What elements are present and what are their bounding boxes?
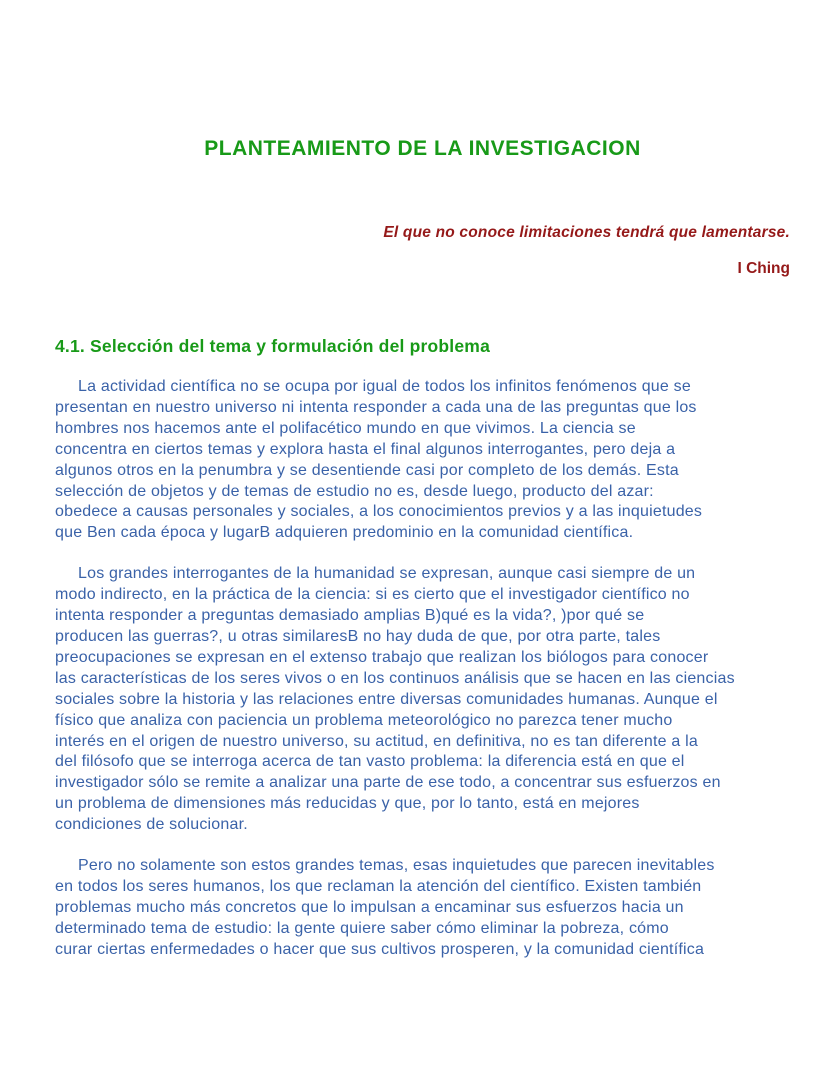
text-line: preocupaciones se expresan en el extenso trabajo que realizan los biólogos para conocer [55,648,709,666]
text-line: intenta responder a preguntas demasiado amplias B)qué es la vida?, )por qué se [55,607,645,625]
text-line: las características de los seres vivos o en los continuos análisis que se hacen en las ciencias [55,669,735,687]
text-line: sociales sobre la historia y las relaciones entre diversas comunidades humanas. Aunque el [55,690,718,708]
text-line: en todos los seres humanos, los que reclaman la atención del científico. Existen también [55,877,702,895]
text-line: un problema de dimensiones más reducidas y que, por lo tanto, está en mejores [55,795,640,813]
text-line: obedece a causas personales y sociales, a los conocimientos previos y a las inquietudes [55,503,703,521]
text-line: Pero no solamente son estos grandes temas, esas inquietudes que parecen inevitables [78,857,715,875]
text-line: presentan en nuestro universo ni intenta responder a cada una de las preguntas que los [55,398,697,416]
text-line: curar ciertas enfermedades o hacer que sus cultivos prosperen, y la comunidad científica [55,940,705,958]
epigraph-attribution: I Ching [737,260,790,277]
text-line: Los grandes interrogantes de la humanidad se expresan, aunque casi siempre de un [78,565,696,583]
paragraph-1 [55,377,790,544]
text-line: producen las guerras?, u otras similaresB no hay duda de que, por otra parte, tales [55,627,661,645]
text-line: determinado tema de estudio: la gente quiere saber cómo eliminar la pobreza, cómo [55,919,669,937]
text-line: algunos otros en la penumbra y se desentiende casi por completo de los demás. Esta [55,461,679,479]
epigraph [55,224,790,278]
text-line: investigador sólo se remite a analizar una parte de ese todo, a concentrar sus esfuerzos en [55,774,721,792]
section-heading: 4.1. Selección del tema y formulación del problema [55,336,490,356]
text-line: concentra en ciertos temas y explora hasta el final algunos interrogantes, pero deja a [55,440,676,458]
text-line: modo indirecto, en la práctica de la ciencia: si es cierto que el investigador científico no [55,586,690,604]
text-line: que Ben cada época y lugarB adquieren predominio en la comunidad científica. [55,524,634,542]
text-line: selección de objetos y de temas de estudio no es, desde luego, producto del azar: [55,482,654,500]
text-line: del filósofo que se interroga acerca de tan vasto problema: la diferencia está en que el [55,753,685,771]
text-line: interés en el origen de nuestro universo, su actitud, en definitiva, no es tan diferente a la [55,732,698,750]
page-title: PLANTEAMIENTO DE LA INVESTIGACION [204,137,641,160]
text-line: hombres nos hacemos ante el polifacético mundo en que vivimos. La ciencia se [55,419,636,437]
text-line: problemas mucho más concretos que lo impulsan a encaminar sus esfuerzos hacia un [55,898,684,916]
text-line: condiciones de solucionar. [55,816,248,834]
text-line: La actividad científica no se ocupa por igual de todos los infinitos fenómenos que se [78,378,691,395]
text-line: físico que analiza con paciencia un problema meteorológico no parezca tener mucho [55,711,673,729]
paragraph-2 [55,564,790,836]
paragraph-3 [55,856,790,961]
epigraph-quote: El que no conoce limitaciones tendrá que lamentarse. [383,224,790,241]
